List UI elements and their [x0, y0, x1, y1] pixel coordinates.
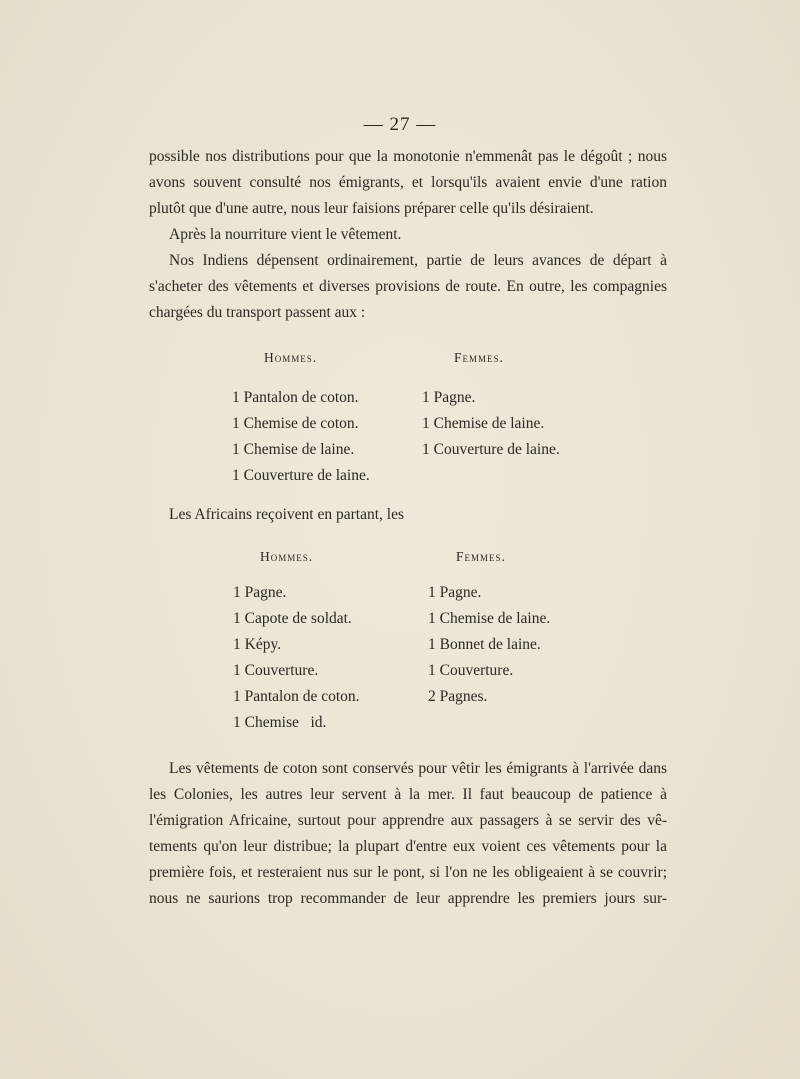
- list-item: 1 Couverture de laine.: [422, 441, 560, 458]
- text-line: plutôt que d'une autre, nous leur faisions préparer celle qu'ils désiraient.: [149, 200, 594, 217]
- list-item: 1 Couverture.: [233, 662, 319, 679]
- text-line: première fois, et resteraient nus sur le pont, si l'on ne les obligeaient à se couvrir;: [149, 864, 667, 881]
- list-item: 1 Chemise de laine.: [428, 610, 551, 627]
- list-item: 1 Chemise de coton.: [232, 415, 359, 432]
- indiens-paragraph: [149, 248, 667, 326]
- list-item: 1 Pagne.: [422, 389, 476, 406]
- list2-hommes-header: Hommes.: [260, 549, 314, 564]
- text-line: Les Africains reçoivent en partant, les: [169, 506, 404, 523]
- text-line: les Colonies, les autres leur servent à la mer. Il faut beaucoup de patience à: [149, 786, 667, 803]
- list2-hommes: [233, 580, 360, 736]
- list1-hommes-header: Hommes.: [264, 350, 318, 365]
- list-item: 1 Chemise de laine.: [422, 415, 545, 432]
- list-item: 1 Képy.: [233, 636, 282, 653]
- list-item: 2 Pagnes.: [428, 688, 488, 705]
- text-line: nous ne saurions trop recommander de leur apprendre les premiers jours sur-: [149, 890, 667, 907]
- text-line: Nos Indiens dépensent ordinairement, partie de leurs avances de départ à: [169, 252, 667, 269]
- list2-femmes: [428, 580, 550, 710]
- text-line: chargées du transport passent aux :: [149, 304, 366, 321]
- text-line: Après la nourriture vient le vêtement.: [169, 226, 402, 243]
- list1-femmes-header: Femmes.: [454, 350, 504, 365]
- page-number: — 27 —: [363, 114, 437, 135]
- apres-paragraph: [149, 222, 667, 248]
- text-line: s'acheter des vêtements et diverses provisions de route. En outre, les compagnies: [149, 278, 667, 295]
- list-item: 1 Bonnet de laine.: [428, 636, 541, 653]
- list2-femmes-header: Femmes.: [456, 549, 506, 564]
- list-item: 1 Capote de soldat.: [233, 610, 352, 627]
- list1-hommes: [232, 385, 370, 489]
- list-item: 1 Pantalon de coton.: [232, 389, 359, 406]
- list-item: 1 Pagne.: [428, 584, 482, 601]
- text-line: avons souvent consulté nos émigrants, et lorsqu'ils avaient envie d'une ration: [149, 174, 667, 191]
- text-line: l'émigration Africaine, surtout pour apprendre aux passagers à se servir des vê-: [149, 812, 667, 829]
- text-line: tements qu'on leur distribue; la plupart d'entre eux voient ces vêtements pour la: [149, 838, 667, 855]
- list-item: 1 Pagne.: [233, 584, 287, 601]
- text-line: Les vêtements de coton sont conservés pour vêtir les émigrants à l'arrivée dans: [169, 760, 667, 777]
- list-item: 1 Chemise de laine.: [232, 441, 355, 458]
- closing-paragraph: [149, 756, 667, 912]
- text-line: possible nos distributions pour que la monotonie n'emmenât pas le dégoût ; nous: [149, 148, 667, 165]
- africains-paragraph: [149, 502, 667, 528]
- list-item: 1 Couverture de laine.: [232, 467, 370, 484]
- list-item: 1 Pantalon de coton.: [233, 688, 360, 705]
- intro-paragraph: [149, 144, 667, 222]
- list-item: 1 Chemise id.: [233, 714, 327, 731]
- list-item: 1 Couverture.: [428, 662, 514, 679]
- list1-femmes: [422, 385, 560, 463]
